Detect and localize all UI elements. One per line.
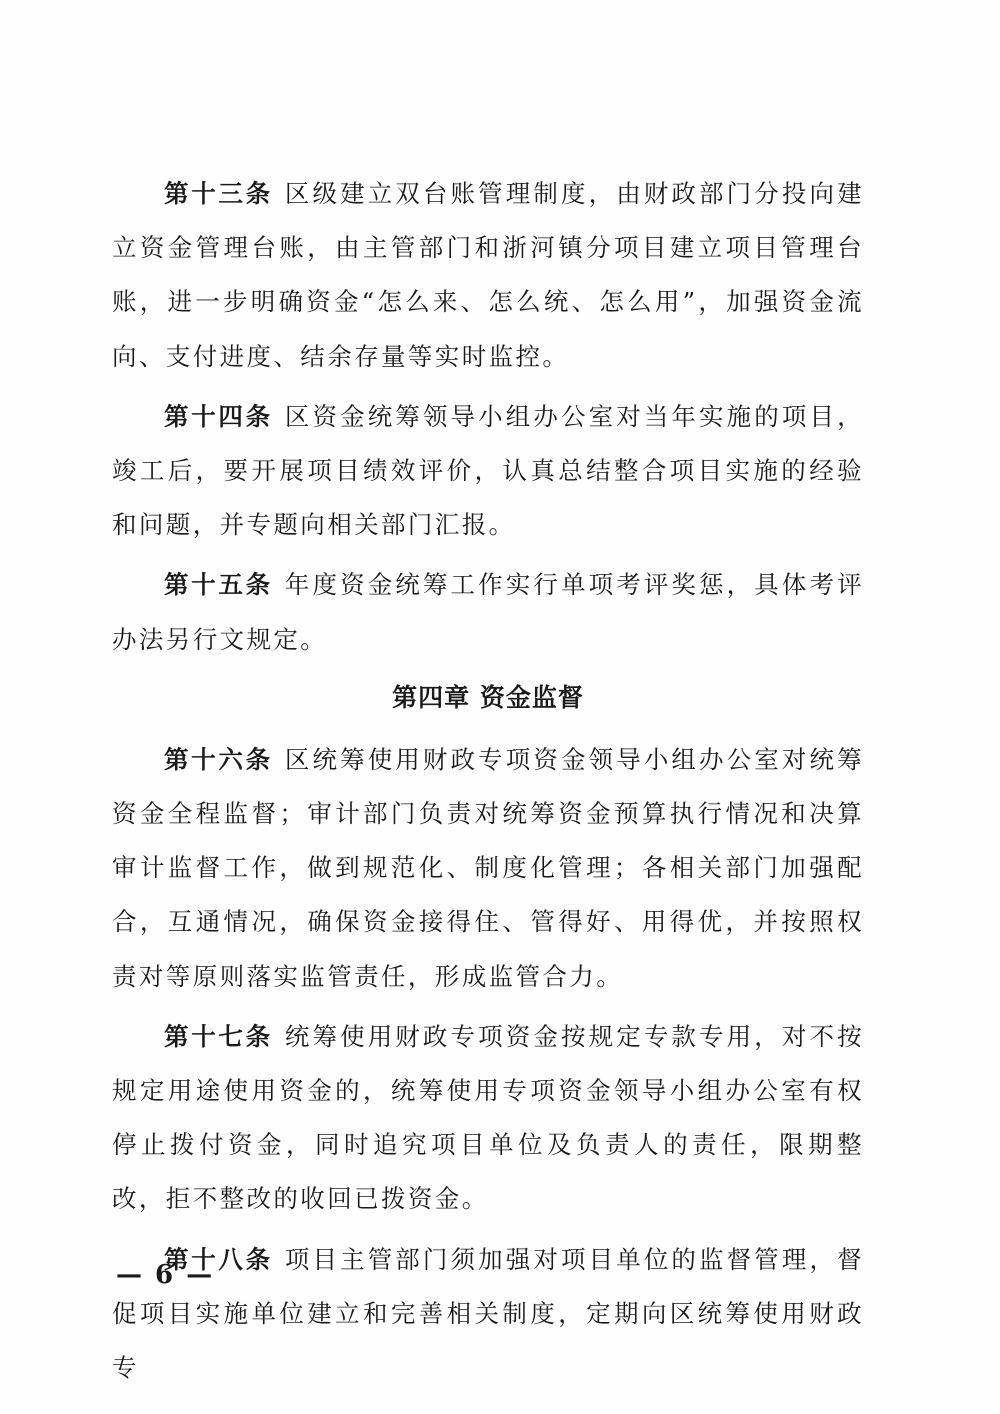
article-text: 区资金统筹领导小组办公室对当年实施的项目，竣工后，要开展项目绩效评价，认真总结整合项目实施的经验和问题，并专题向相关部门汇报。 (112, 401, 865, 540)
article-17 (112, 1010, 864, 1227)
article-number: 第十八条 (164, 1244, 273, 1274)
article-text: 项目主管部门须加强对项目单位的监督管理，督促项目实施单位建立和完善相关制度，定期向区统筹使用财政专 (112, 1244, 865, 1383)
article-number: 第十三条 (164, 179, 273, 208)
article-text: 年度资金统筹工作实行单项考评奖惩，具体考评办法另行文规定。 (112, 570, 865, 654)
document-body (112, 167, 864, 1401)
article-number: 第十七条 (164, 1021, 273, 1051)
article-16 (112, 733, 864, 1004)
article-number: 第十六条 (164, 744, 273, 774)
article-number: 第十五条 (164, 570, 273, 600)
page-number: — 6 — (116, 1260, 215, 1290)
article-text: 区统筹使用财政专项资金领导小组办公室对统筹资金全程监督；审计部门负责对统筹资金预算执行情况和决算审计监督工作，做到规范化、制度化管理；各相关部门加强配合，互通情况，确保资金接得住、管得好、用得优，并按照权责对等原则落实监管责任，形成监管合力。 (112, 744, 865, 991)
article-number: 第十四条 (164, 401, 273, 431)
chapter-title: 第四章 资金监督 (392, 682, 584, 712)
article-13 (112, 167, 864, 384)
article-18 (112, 1233, 864, 1396)
article-text: 统筹使用财政专项资金按规定专款专用，对不按规定用途使用资金的，统筹使用专项资金领导小组办公室有权停止拨付资金，同时追究项目单位及负责人的责任，限期整改，拒不整改的收回已拨资金。 (112, 1021, 865, 1214)
article-text: 区级建立双台账管理制度，由财政部门分投向建立资金管理台账，由主管部门和浙河镇分项目建立项目管理台账，进一步明确资金“怎么来、怎么统、怎么用”，加强资金流向、支付进度、结余存量等实时监控。 (112, 179, 865, 371)
article-15 (112, 558, 864, 666)
article-14 (112, 390, 864, 553)
